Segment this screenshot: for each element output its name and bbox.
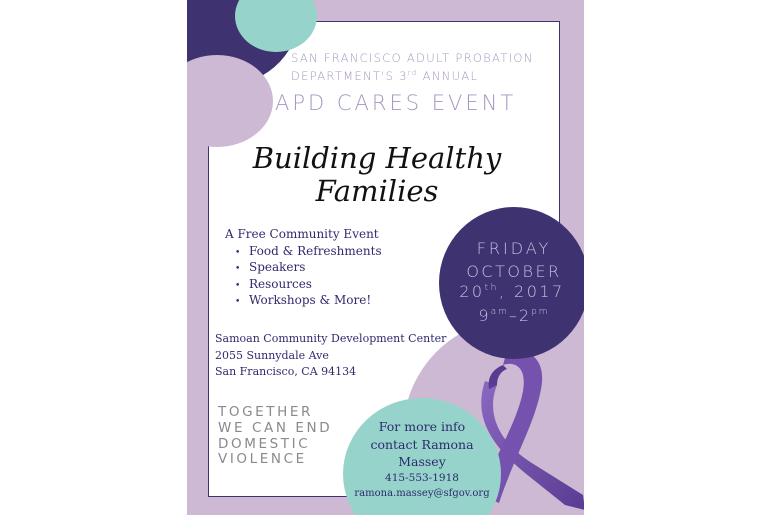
organizer-line-1: SAN FRANCISCO ADULT PROBATION: [291, 51, 534, 65]
organizer-heading: [291, 51, 581, 84]
date-ordinal: th: [484, 283, 499, 293]
event-highlights-list: [235, 244, 382, 309]
contact-name: Massey: [398, 454, 446, 469]
time-end: –2: [508, 306, 532, 325]
title-line-2: Families: [315, 174, 439, 208]
time-end-suffix: pm: [531, 307, 550, 317]
date-year: , 2017: [498, 282, 565, 301]
contact-line-2: contact Ramona: [370, 437, 474, 452]
organizer-line-2-end: ANNUAL: [417, 68, 479, 83]
list-item: • Speakers: [235, 260, 382, 276]
flyer-title: [247, 142, 507, 208]
time-start: 9: [478, 306, 491, 325]
event-flyer: [187, 0, 584, 515]
event-date-line: [435, 282, 584, 301]
venue-address: [215, 331, 446, 381]
event-date: [439, 207, 584, 359]
organizer-line-2: [291, 66, 581, 84]
venue-city: San Francisco, CA 94134: [215, 365, 357, 378]
contact-email[interactable]: ramona.massey@sfgov.org: [354, 488, 490, 499]
list-item: • Resources: [235, 277, 382, 293]
event-name: APD CARES EVENT: [275, 91, 517, 115]
time-start-suffix: am: [490, 307, 509, 317]
title-line-1: Building Healthy: [252, 141, 502, 175]
venue-street: 2055 Sunnydale Ave: [215, 348, 329, 362]
slogan-line-3: DOMESTIC: [218, 435, 311, 452]
list-item: • Food & Refreshments: [235, 244, 382, 260]
slogan: [218, 405, 332, 468]
event-time: [439, 306, 584, 325]
slogan-line-4: VIOLENCE: [218, 451, 307, 468]
event-day: FRIDAY: [476, 239, 552, 258]
contact-info: [343, 418, 501, 502]
organizer-line-2-text: DEPARTMENT'S 3: [291, 68, 408, 83]
venue-name: Samoan Community Development Center: [215, 332, 447, 345]
list-item: • Workshops & More!: [235, 293, 382, 309]
slogan-line-2: WE CAN END: [218, 419, 333, 436]
contact-phone[interactable]: 415-553-1918: [385, 472, 459, 484]
event-month: OCTOBER: [466, 262, 562, 281]
contact-line-1: For more info: [378, 419, 466, 434]
event-intro: A Free Community Event: [225, 227, 379, 241]
date-number: 20: [459, 282, 485, 301]
ordinal-suffix: rd: [407, 69, 418, 77]
slogan-line-1: TOGETHER: [218, 404, 313, 420]
